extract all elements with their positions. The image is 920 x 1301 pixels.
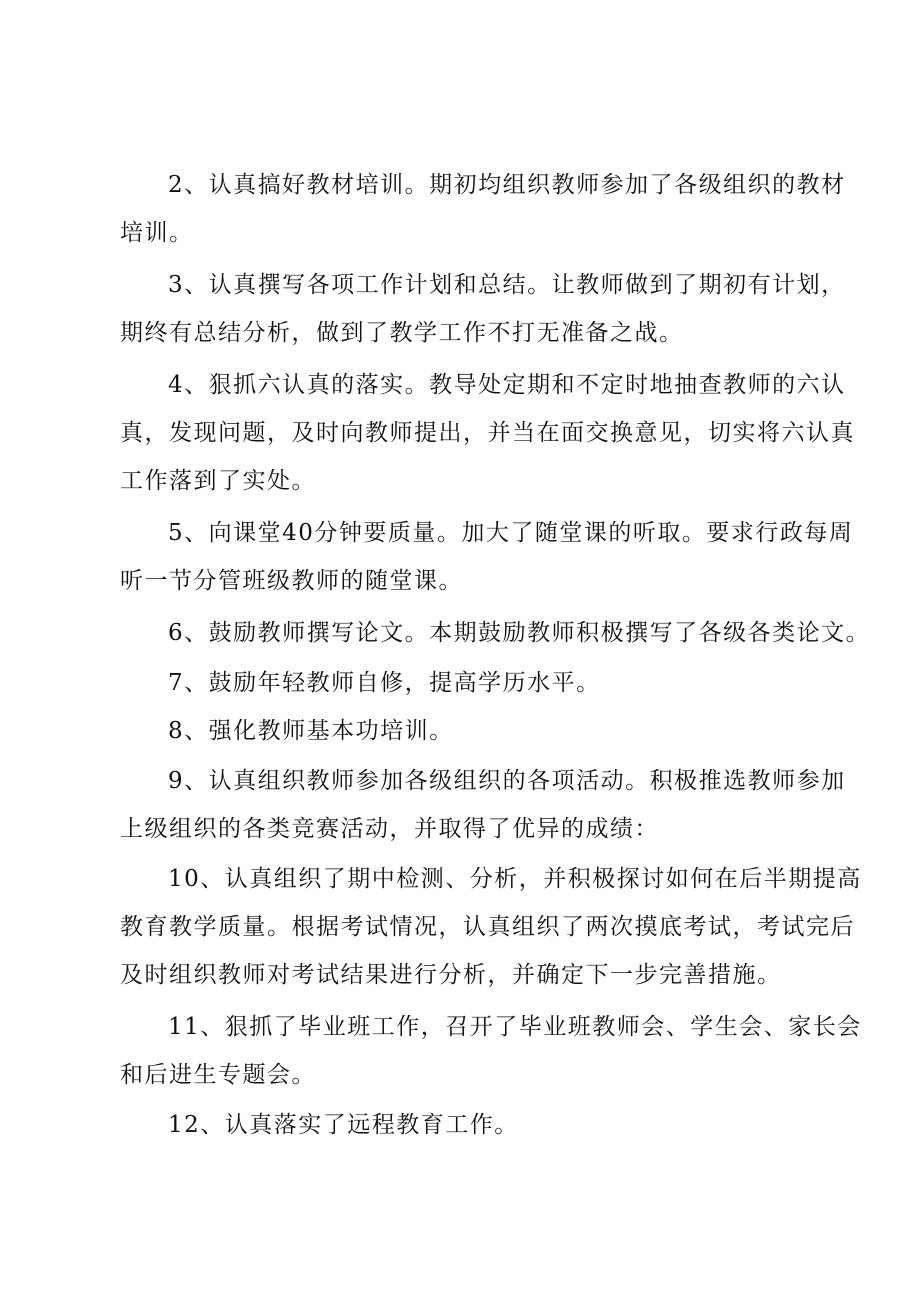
paragraph-8-line-1: 8、强化教师基本功培训。 <box>168 718 454 744</box>
paragraph-6-line-1: 6、鼓励教师撰写论文。本期鼓励教师积极撰写了各级各类论文。 <box>168 620 871 646</box>
paragraph-5-line-2: 听一节分管班级教师的随堂课。 <box>120 568 463 594</box>
paragraph-9-line-1: 9、认真组织教师参加各级组织的各项活动。积极推选教师参加 <box>168 768 846 794</box>
paragraph-5-line-1: 5、向课堂40分钟要质量。加大了随堂课的听取。要求行政每周 <box>168 520 854 546</box>
paragraph-4-line-1: 4、狠抓六认真的落实。教导处定期和不定时地抽查教师的六认 <box>168 372 846 398</box>
paragraph-4-line-3: 工作落到了实处。 <box>120 468 316 494</box>
paragraph-12-line-1: 12、认真落实了远程教育工作。 <box>168 1112 519 1138</box>
paragraph-7-line-1: 7、鼓励年轻教师自修，提高学历水平。 <box>168 670 601 696</box>
paragraph-2-line-1: 2、认真搞好教材培训。期初均组织教师参加了各级组织的教材 <box>168 172 846 198</box>
paragraph-10-line-2: 教育教学质量。根据考试情况，认真组织了两次摸底考试，考试完后 <box>120 914 855 940</box>
paragraph-10-line-3: 及时组织教师对考试结果进行分析，并确定下一步完善措施。 <box>120 962 782 988</box>
paragraph-2-line-2: 培训。 <box>120 220 194 246</box>
paragraph-11-line-1: 11、狠抓了毕业班工作，召开了毕业班教师会、学生会、家长会 <box>168 1014 862 1040</box>
paragraph-4-line-2: 真，发现问题，及时向教师提出，并当在面交换意见，切实将六认真 <box>120 420 855 446</box>
paragraph-10-line-1: 10、认真组织了期中检测、分析，并积极探讨如何在后半期提高 <box>168 866 862 892</box>
paragraph-3-line-1: 3、认真撰写各项工作计划和总结。让教师做到了期初有计划， <box>168 272 846 298</box>
paragraph-3-line-2: 期终有总结分析，做到了教学工作不打无准备之战。 <box>120 320 684 346</box>
paragraph-11-line-2: 和后进生专题会。 <box>120 1062 316 1088</box>
paragraph-9-line-2: 上级组织的各类竞赛活动，并取得了优异的成绩： <box>120 816 659 842</box>
